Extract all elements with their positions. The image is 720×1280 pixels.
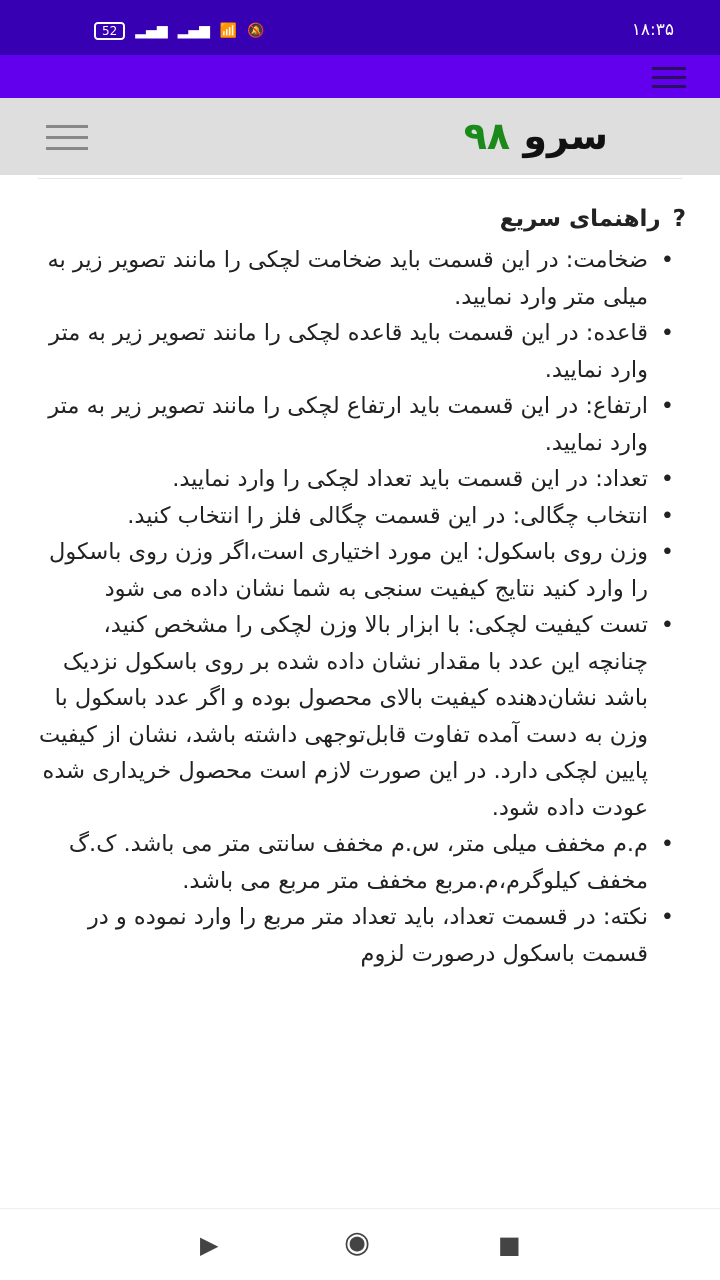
list-item: • تعداد: در این قسمت باید تعداد لچکی را وارد نمایید. (34, 461, 678, 498)
quick-guide (34, 200, 686, 1208)
list-item: • تست کیفیت لچکی: با ابزار بالا وزن لچکی را مشخص کنید، چنانچه این عدد با مقدار نشان داده شده بر روی باسکول نزدیک باشد نشان‌دهنده کیفیت بالای محصول بوده و اگر عدد باسکول با وزن به دست آمده تفاوت قابل‌توجهی داشته باشد، نشان از کیفیت پایین لچکی دارد. در این صورت لازم است محصول خریداری شده عودت داده شود. (34, 607, 678, 826)
list-item: • ارتفاع: در این قسمت باید ارتفاع لچکی را مانند تصویر زیر به متر وارد نمایید. (34, 388, 678, 461)
guide-title-text: راهنمای سریع (499, 206, 661, 232)
guide-title (34, 206, 686, 232)
mute-bell-icon: 🔕 (247, 23, 265, 39)
list-item: • قاعده: در این قسمت باید قاعده لچکی را مانند تصویر زیر به متر وارد نمایید. (34, 315, 678, 388)
signal-icon-2: ▂▄▆ (177, 23, 210, 39)
logo-number: ۹۸ (463, 114, 511, 158)
status-icons (94, 22, 265, 40)
list-item: • وزن روی باسکول: این مورد اختیاری است،اگر وزن روی باسکول را وارد کنید نتایج کیفیت سنجی به شما نشان داده می شود (34, 534, 678, 607)
signal-icon: ▂▄▆ (135, 23, 168, 39)
status-bar (0, 0, 720, 55)
back-button[interactable]: ▶ (200, 1231, 219, 1259)
logo-word: سرو (523, 114, 608, 158)
recents-button[interactable]: ■ (498, 1231, 521, 1259)
clock: ۱۸:۳۵ (631, 20, 674, 40)
list-item: • ضخامت: در این قسمت باید ضخامت لچکی را مانند تصویر زیر به میلی متر وارد نمایید. (34, 242, 678, 315)
list-item: • انتخاب چگالی: در این قسمت چگالی فلز را انتخاب کنید. (34, 498, 678, 535)
site-menu-icon[interactable] (46, 125, 88, 150)
navigation-bar (0, 1208, 720, 1280)
logo[interactable] (464, 114, 608, 158)
question-icon: ? (672, 206, 686, 232)
list-item: • م.م مخفف میلی متر، س.م مخفف سانتی متر می باشد. ک.گ مخفف کیلوگرم،م.مربع مخفف متر مربع می باشد. (34, 826, 678, 899)
home-button[interactable]: ◉ (344, 1225, 371, 1260)
site-header (0, 98, 720, 175)
battery-icon: 52 (94, 22, 125, 40)
wifi-icon: 📶 (219, 23, 238, 39)
list-item: • نکته: در قسمت تعداد، باید تعداد متر مربع را وارد نموده و در قسمت باسکول درصورت لزوم (34, 899, 678, 972)
menu-icon[interactable] (652, 67, 686, 88)
app-bar (0, 55, 720, 98)
divider (38, 178, 682, 179)
guide-list (34, 242, 686, 972)
